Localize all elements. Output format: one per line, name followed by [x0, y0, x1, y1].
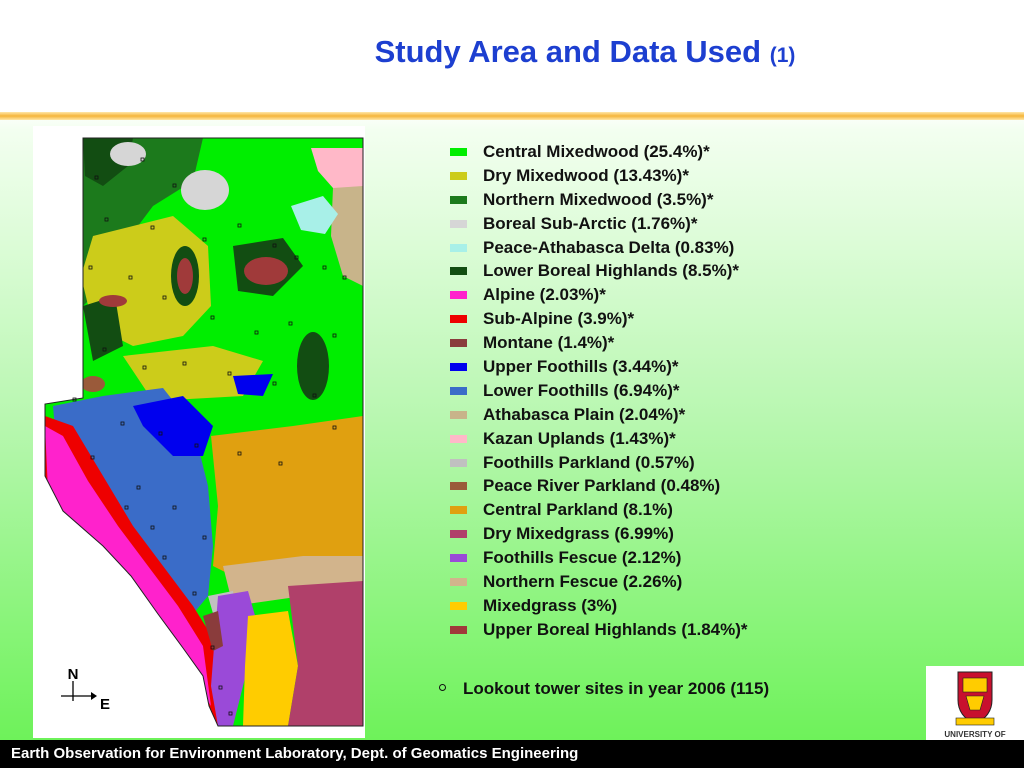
legend-item — [450, 355, 748, 379]
footer-text: Earth Observation for Environment Laboratory, Dept. of Geomatics Engineering — [11, 745, 579, 762]
legend-item — [450, 283, 748, 307]
tower-marker-icon — [439, 684, 446, 691]
legend-label: Central Mixedwood (25.4%)* — [483, 141, 710, 161]
region-mixedgrass — [243, 611, 298, 726]
legend-item — [450, 451, 748, 475]
slide-title — [0, 34, 1024, 70]
legend-swatch — [450, 339, 467, 347]
header-divider — [0, 112, 1024, 120]
logo-line-1: UNIVERSITY OF — [944, 730, 1006, 739]
legend-item — [450, 188, 748, 212]
legend-label: Northern Fescue (2.26%) — [483, 571, 683, 591]
legend-item — [450, 594, 748, 618]
legend-label: Peace-Athabasca Delta (0.83%) — [483, 237, 735, 257]
legend-item — [450, 570, 748, 594]
legend-swatch — [450, 220, 467, 228]
legend-item — [450, 164, 748, 188]
legend-label: Sub-Alpine (3.9%)* — [483, 309, 635, 329]
footer-bar — [0, 740, 1024, 768]
legend-label: Peace River Parkland (0.48%) — [483, 476, 721, 496]
legend-item — [450, 618, 748, 642]
region-boreal-sub-arctic — [181, 170, 229, 210]
legend-label: Boreal Sub-Arctic (1.76%)* — [483, 213, 698, 233]
legend-swatch — [450, 554, 467, 562]
slide-title-text: Study Area and Data Used — [374, 34, 762, 69]
legend-swatch — [450, 387, 467, 395]
slide-title-suffix: (1) — [769, 44, 796, 67]
map-svg — [33, 126, 365, 738]
legend-label: Northern Mixedwood (3.5%)* — [483, 189, 714, 209]
legend-label: Athabasca Plain (2.04%)* — [483, 404, 686, 424]
legend-item — [450, 140, 748, 164]
legend-swatch — [450, 291, 467, 299]
legend-swatch — [450, 530, 467, 538]
compass-north-label: N — [67, 666, 79, 683]
map-legend — [450, 140, 748, 642]
alberta-natural-regions-map — [33, 126, 365, 738]
legend-swatch — [450, 267, 467, 275]
region-upper-boreal-highlands-1 — [244, 257, 288, 285]
legend-swatch — [450, 196, 467, 204]
legend-item — [450, 307, 748, 331]
legend-item — [450, 427, 748, 451]
region-lower-boreal-highlands-east — [297, 332, 329, 400]
legend-item — [450, 259, 748, 283]
compass-rose — [61, 666, 110, 713]
legend-swatch — [450, 578, 467, 586]
legend-label: Kazan Uplands (1.43%)* — [483, 428, 676, 448]
legend-item — [450, 379, 748, 403]
legend-label: Montane (1.4%)* — [483, 333, 615, 353]
region-dry-mixedgrass — [288, 581, 363, 726]
tower-legend-item — [439, 679, 769, 699]
legend-swatch — [450, 602, 467, 610]
legend-item — [450, 403, 748, 427]
legend-swatch — [450, 435, 467, 443]
legend-item — [450, 236, 748, 260]
legend-label: Lower Foothills (6.94%)* — [483, 380, 680, 400]
region-boreal-sub-arctic-2 — [110, 142, 146, 166]
legend-label: Dry Mixedwood (13.43%)* — [483, 165, 689, 185]
legend-swatch — [450, 148, 467, 156]
legend-item — [450, 474, 748, 498]
region-peace-river-parkland — [81, 376, 105, 392]
legend-swatch — [450, 411, 467, 419]
legend-label: Mixedgrass (3%) — [483, 595, 618, 615]
legend-item — [450, 522, 748, 546]
compass-east-label: E — [100, 696, 111, 713]
legend-label: Foothills Fescue (2.12%) — [483, 548, 682, 568]
legend-swatch — [450, 482, 467, 490]
legend-swatch — [450, 506, 467, 514]
legend-label: Dry Mixedgrass (6.99%) — [483, 524, 674, 544]
legend-swatch — [450, 172, 467, 180]
legend-swatch — [450, 459, 467, 467]
legend-item — [450, 331, 748, 355]
legend-item — [450, 212, 748, 236]
legend-label: Central Parkland (8.1%) — [483, 500, 673, 520]
legend-label: Foothills Parkland (0.57%) — [483, 452, 695, 472]
legend-label: Upper Boreal Highlands (1.84%)* — [483, 619, 748, 639]
legend-swatch — [450, 315, 467, 323]
legend-swatch — [450, 363, 467, 371]
region-upper-boreal-highlands-2 — [177, 258, 193, 294]
legend-item — [450, 498, 748, 522]
crest-icon — [926, 666, 1024, 728]
legend-swatch — [450, 626, 467, 634]
tower-legend-label: Lookout tower sites in year 2006 (115) — [463, 679, 770, 698]
region-upper-boreal-highlands-3 — [99, 295, 127, 307]
legend-label: Alpine (2.03%)* — [483, 285, 606, 305]
legend-label: Upper Foothills (3.44%)* — [483, 356, 679, 376]
legend-swatch — [450, 244, 467, 252]
legend-item — [450, 546, 748, 570]
legend-label: Lower Boreal Highlands (8.5%)* — [483, 261, 739, 281]
